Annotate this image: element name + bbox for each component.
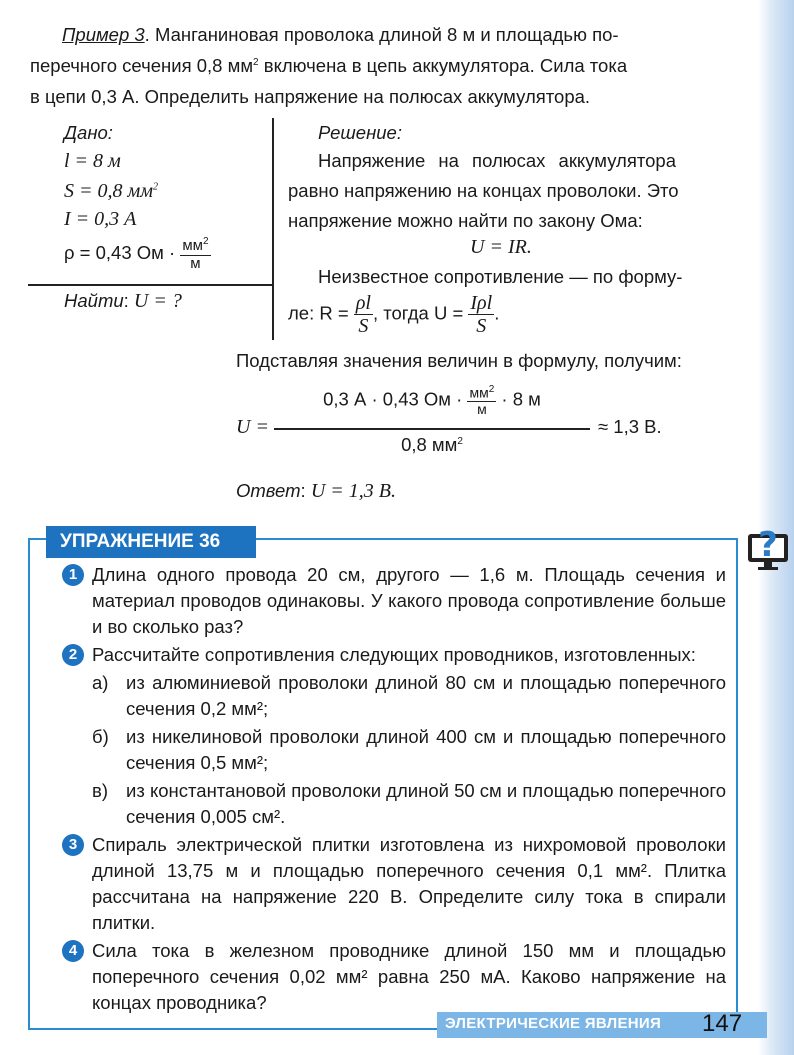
text: из алюминиевой проволоки длиной 80 см и площадью поперечного сечения 0,2 мм²; [126, 672, 726, 719]
example-label: Пример 3 [62, 24, 145, 45]
exercise-subitem [62, 670, 726, 722]
exercise-subitem [62, 724, 726, 776]
text: U = 1,3 В. [310, 480, 396, 502]
calc-denominator: 0,8 $мм^2$ [401, 434, 463, 455]
text: м [190, 254, 201, 272]
example-line-3: в цепи 0,3 А. Определить напряжение на полюсах аккумулятора. [30, 86, 591, 107]
answer: Ответ: U = 1,3 В. [236, 480, 396, 502]
text: , тогда U = [372, 302, 464, 324]
svg-text:?: ? [758, 525, 778, 565]
solution-text: Неизвестное сопротивление — по форму- [318, 266, 683, 287]
text: из константановой проволоки длиной 50 см и площадью поперечного сечения 0,005 см². [126, 780, 727, 827]
exercise-number: 4 [62, 940, 84, 962]
text: Дано [64, 122, 108, 143]
text: · 8 м [501, 388, 541, 410]
formula-line: ле: R = $\frac{\rho l}{S}$ , тогда U = $\frac{\text{Iρl}}{S}$ . [288, 292, 500, 337]
text: S = 0,8 мм [64, 180, 154, 202]
page-number: 147 [702, 1010, 743, 1037]
exercise-text: Сила тока в железном проводнике длиной 150 мм и площадью поперечного сечения 0,02 мм² равна 250 мА. Каково напряжение на концах проводника? [92, 940, 726, 1013]
divider-horizontal [28, 284, 272, 286]
exercise-text: Рассчитайте сопротивления следующих проводников, изготовленных: [92, 644, 696, 665]
given-l: l = 8 м [64, 150, 121, 172]
ohm-law: U = IR. [470, 236, 532, 258]
exercise-number: 1 [62, 564, 84, 586]
exercise-item [62, 562, 726, 640]
text: Найти [64, 290, 124, 311]
text: U = [236, 416, 269, 438]
text: Iρl [470, 292, 493, 314]
solution-text: равно напряжению на концах проволоки. Это [288, 180, 679, 201]
section-title: ЭЛЕКТРИЧЕСКИЕ ЯВЛЕНИЯ [445, 1015, 662, 1032]
text: ρ = 0,43 Ом · [64, 241, 176, 263]
text: Решение [318, 122, 397, 143]
exercise-title: УПРАЖНЕНИЕ 36 [46, 526, 256, 558]
text: . Манганиновая проволока длиной 8 м и площадью по- [144, 24, 619, 45]
text: S [476, 315, 487, 337]
example-line-1 [62, 24, 619, 46]
text: мм [182, 237, 203, 254]
exercise-subitem [62, 778, 726, 830]
text: ≈ 1,3 В. [598, 416, 662, 437]
text: 0,8 мм [401, 434, 458, 455]
text: б) [92, 726, 109, 747]
solution-text: Напряжение на полюсах аккумулятора [318, 150, 676, 171]
fraction-bar [274, 428, 590, 430]
exercise-item [62, 832, 726, 936]
calc-numerator: 0,3 А · 0,43 Ом · $\frac{мм^2}{м}$ · 8 м [323, 384, 541, 418]
text: S [358, 315, 369, 337]
solution-text: Подставляя значения величин в формулу, получим: [236, 350, 682, 371]
find: Найти: U = ? [64, 290, 182, 312]
given-s: S = 0,8 $мм^2$ [64, 180, 159, 202]
exercise-box [28, 538, 738, 1030]
divider-vertical [272, 118, 274, 340]
text: U = ? [133, 290, 182, 312]
text: а) [92, 672, 109, 693]
text: в) [92, 780, 108, 801]
text: из никелиновой проволоки длиной 400 см и площадью поперечного сечения 0,5 мм²; [126, 726, 726, 773]
given-rho [64, 236, 211, 272]
text: включена в цепь аккумулятора. Сила тока [258, 55, 628, 76]
example-line-2: перечного сечения 0,8 $мм^2$ включена в цепь аккумулятора. Сила тока [30, 55, 628, 76]
text: ρl [355, 292, 371, 314]
exercise-text: Спираль электрической плитки изготовлена из нихромовой проволоки длиной 13,75 м и площадью поперечного сечения 0,1 мм². Плитка рассчитана на напряжение 220 В. Определите силу тока в спирали плитки. [92, 834, 726, 933]
formula-u [468, 292, 494, 337]
solution-title: Решение: [318, 122, 402, 143]
computer-question-icon [746, 520, 790, 572]
text: 0,3 А · 0,43 Ом · [323, 388, 463, 410]
formula-r [354, 292, 373, 337]
text: м [477, 401, 487, 418]
text: Ответ [236, 480, 301, 501]
text: ле: R = [288, 302, 349, 324]
given-title: Дано: [64, 122, 113, 143]
text: перечного сечения 0,8 мм [30, 55, 254, 76]
solution-text: напряжение можно найти по закону Ома: [288, 210, 643, 231]
rho-unit: $\frac{мм^2}{м}$ [182, 236, 209, 272]
exercise-text: Длина одного провода 20 см, другого — 1,6 м. Площадь сечения и материал проводов одинаковы. У какого провода сопротивление больше и во сколько раз? [92, 564, 726, 637]
exercise-item [62, 938, 726, 1016]
exercise-item [62, 642, 726, 668]
text: мм [469, 384, 489, 401]
exercise-number: 3 [62, 834, 84, 856]
exercise-number: 2 [62, 644, 84, 666]
given-i: I = 0,3 А [64, 208, 137, 230]
page-footer [437, 1012, 767, 1038]
